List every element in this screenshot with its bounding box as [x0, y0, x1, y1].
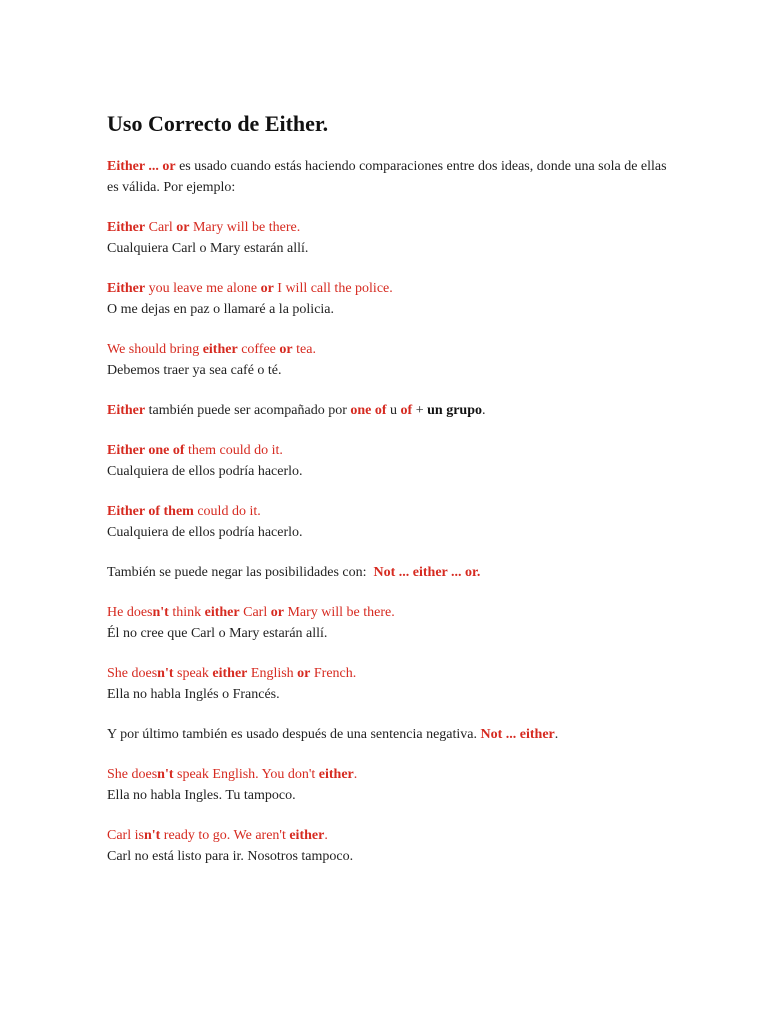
sentence-text: Mary will be there.: [283, 605, 395, 620]
rule-paragraph-4: [107, 724, 668, 745]
example-translation: Cualquiera Carl o Mary estarán allí.: [107, 241, 309, 256]
rule-paragraph-3: [107, 562, 668, 583]
keyword: n't: [157, 666, 174, 681]
sentence-text: Mary will be there.: [189, 220, 301, 235]
sentence-text: tea.: [292, 342, 316, 357]
intro-text: es usado cuando estás haciendo comparaciones entre dos ideas, donde una sola de ellas es válida. Por ejemplo:: [107, 159, 667, 195]
sentence-text: French.: [310, 666, 357, 681]
example-sentence: [107, 278, 668, 299]
example-3: [107, 339, 668, 381]
example-7: [107, 663, 668, 705]
keyword: or: [260, 281, 274, 296]
example-sentence: [107, 825, 668, 846]
sentence-text: think: [168, 605, 205, 620]
rule-text: También se puede negar las posibilidades con:: [107, 565, 374, 580]
keyword: n't: [157, 767, 174, 782]
keyword: Not ... either: [480, 727, 555, 742]
example-sentence: [107, 501, 668, 522]
example-4: [107, 440, 668, 482]
example-translation: Ella no habla Ingles. Tu tampoco.: [107, 788, 296, 803]
sentence-text: ready to go. We aren't: [160, 828, 290, 843]
keyword: either: [204, 605, 240, 620]
rule-text: también puede ser acompañado por: [145, 403, 351, 418]
sentence-text: We should bring: [107, 342, 203, 357]
example-sentence: [107, 217, 668, 238]
example-6: [107, 602, 668, 644]
example-sentence: [107, 339, 668, 360]
sentence-text: She does: [107, 767, 158, 782]
example-5: [107, 501, 668, 543]
example-translation: Cualquiera de ellos podría hacerlo.: [107, 525, 303, 540]
sentence-text: speak: [173, 666, 213, 681]
intro-paragraph: [107, 156, 668, 198]
example-translation: O me dejas en paz o llamaré a la policia.: [107, 302, 335, 317]
sentence-text: coffee: [237, 342, 280, 357]
sentence-text: Carl: [145, 220, 177, 235]
keyword: or: [270, 605, 284, 620]
example-translation: Carl no está listo para ir. Nosotros tampoco.: [107, 849, 354, 864]
rule-paragraph-2: [107, 400, 668, 421]
rule-text: u: [386, 403, 401, 418]
keyword: Either: [107, 403, 146, 418]
example-translation: Debemos traer ya sea café o té.: [107, 363, 282, 378]
keyword: n't: [152, 605, 169, 620]
sentence-text: .: [324, 828, 328, 843]
keyword: Either: [107, 220, 146, 235]
keyword: either: [202, 342, 238, 357]
sentence-text: .: [353, 767, 358, 782]
example-9: [107, 825, 668, 867]
sentence-text: She does: [107, 666, 158, 681]
sentence-text: speak English. You don't: [173, 767, 319, 782]
sentence-text: them could do it.: [184, 443, 283, 458]
keyword: Either ... or: [107, 159, 176, 174]
keyword: one of: [350, 403, 387, 418]
sentence-text: you leave me alone: [145, 281, 261, 296]
keyword: or: [279, 342, 293, 357]
rule-text: Y por último también es usado después de una sentencia negativa.: [107, 727, 481, 742]
sentence-text: I will call the police.: [273, 281, 393, 296]
sentence-text: could do it.: [193, 504, 261, 519]
keyword: Either one of: [107, 443, 185, 458]
example-translation: Cualquiera de ellos podría hacerlo.: [107, 464, 303, 479]
example-2: [107, 278, 668, 320]
sentence-text: Carl is: [107, 828, 144, 843]
sentence-text: Carl: [239, 605, 271, 620]
keyword: un grupo: [427, 403, 482, 418]
rule-text: .: [481, 403, 486, 418]
keyword: Either: [107, 281, 146, 296]
keyword: either: [212, 666, 248, 681]
example-sentence: [107, 764, 668, 785]
keyword: Not ... either ... or.: [373, 565, 481, 580]
example-sentence: [107, 440, 668, 461]
rule-text: .: [554, 727, 559, 742]
example-sentence: [107, 663, 668, 684]
example-8: [107, 764, 668, 806]
example-1: [107, 217, 668, 259]
example-translation: Ella no habla Inglés o Francés.: [107, 687, 280, 702]
keyword: n't: [143, 828, 161, 843]
example-translation: Él no cree que Carl o Mary estarán allí.: [107, 626, 328, 641]
keyword: Either of them: [107, 504, 194, 519]
keyword: of: [400, 403, 413, 418]
keyword: either: [289, 828, 325, 843]
rule-text: +: [412, 403, 428, 418]
example-sentence: [107, 602, 668, 623]
sentence-text: English: [247, 666, 298, 681]
keyword: either: [318, 767, 354, 782]
keyword: or: [176, 220, 190, 235]
sentence-text: He does: [107, 605, 153, 620]
keyword: or: [297, 666, 311, 681]
page-title: Uso Correcto de Either.: [107, 111, 329, 136]
